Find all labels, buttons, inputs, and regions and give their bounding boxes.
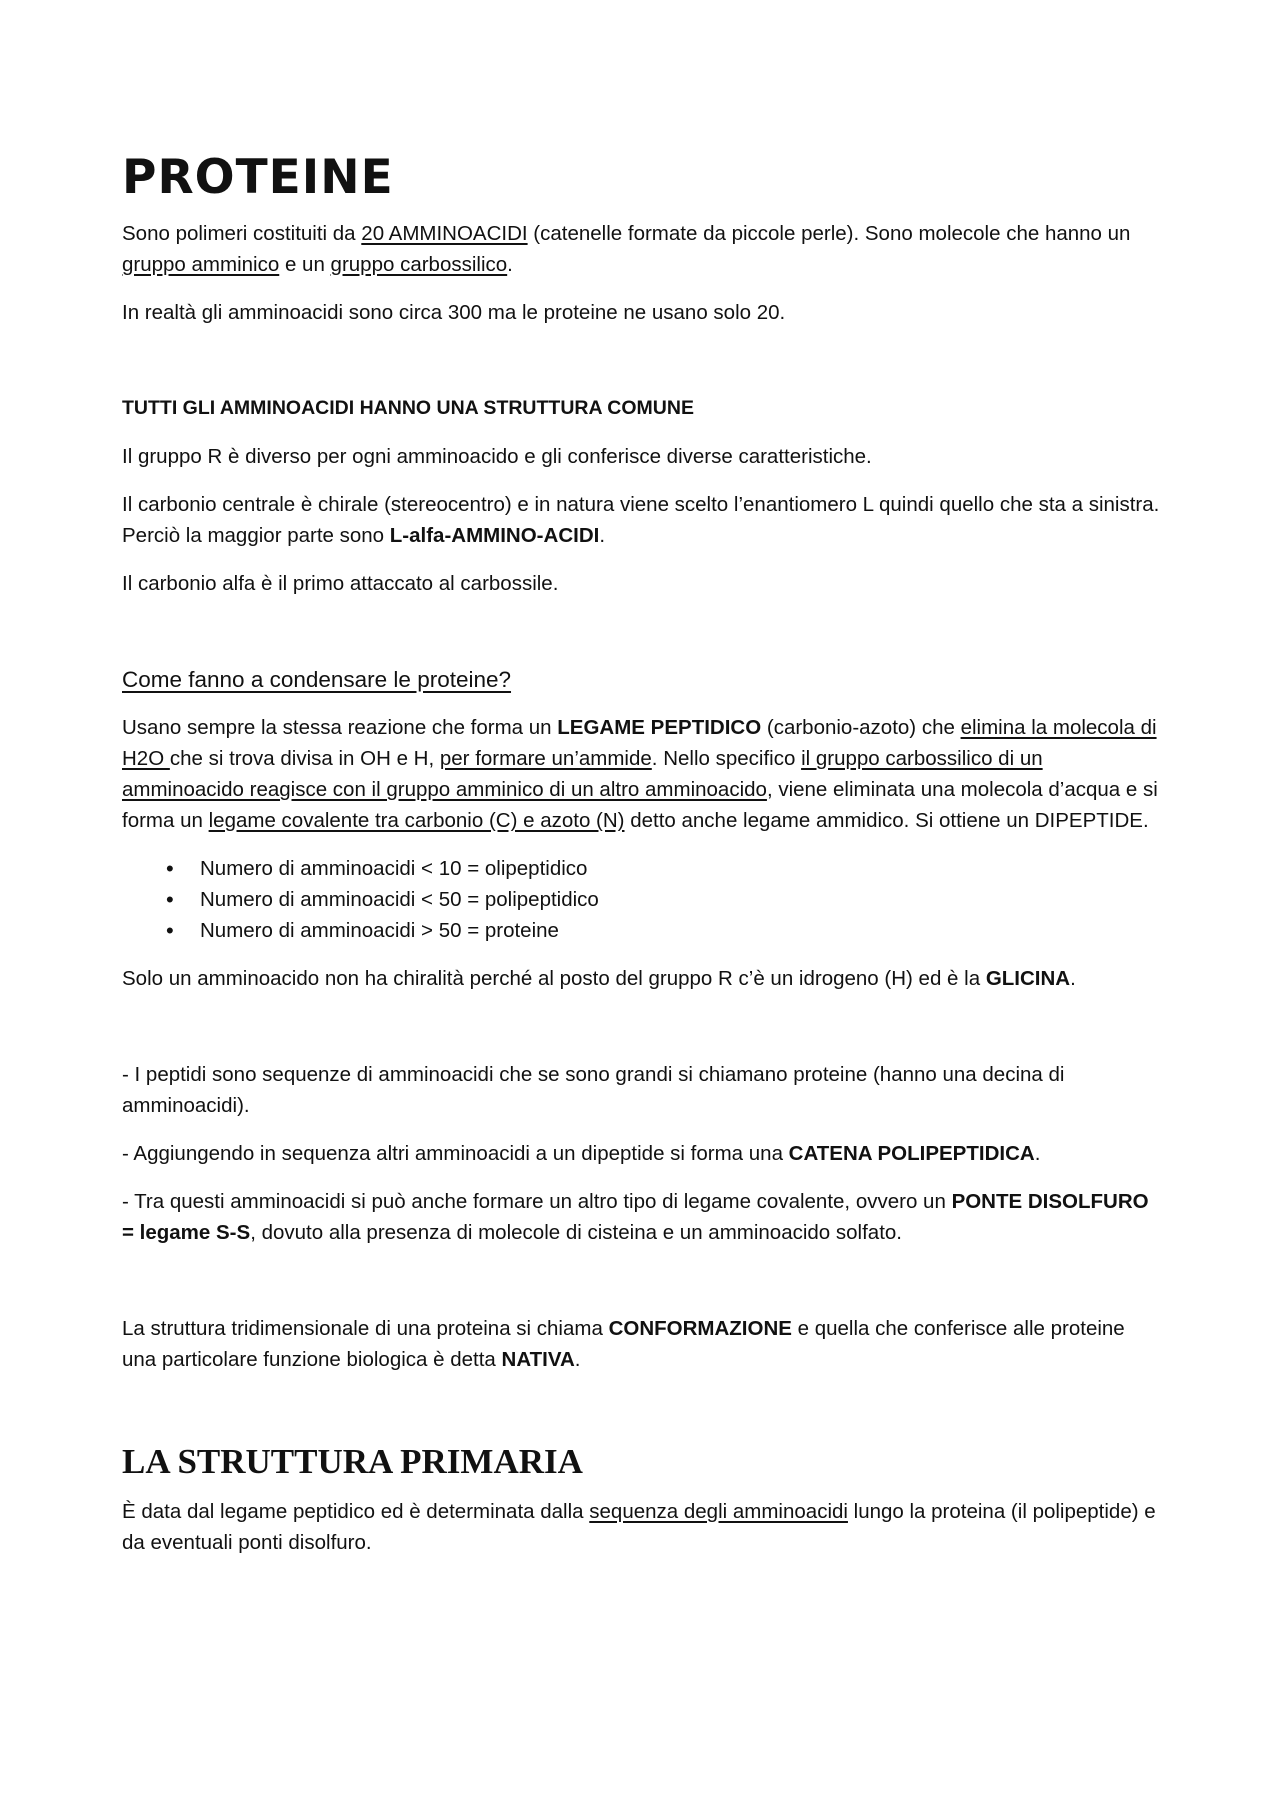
text-run: Il carbonio centrale è chirale (stereocentro) e in natura viene scelto l’enantiomero L quindi quello che sta a sinistra. Perciò la maggior parte sono: [122, 493, 1160, 547]
text-run: . Nello specifico: [651, 747, 802, 770]
text-run: .: [1070, 967, 1076, 990]
bullet-icon: •: [166, 918, 174, 943]
conformation-paragraph: [122, 1313, 1162, 1375]
spacer: [122, 345, 1162, 393]
underlined-text: elimina la molecola di H2O: [122, 716, 1157, 770]
underlined-text: per formare un’ammide: [439, 747, 652, 770]
text-run: che si trova divisa in OH e H,: [169, 747, 440, 770]
text-run: Usano sempre la stessa reazione che forma un: [122, 716, 558, 739]
underlined-text: gruppo amminico: [122, 253, 280, 276]
list-item: [122, 884, 1162, 915]
text-run: lungo la proteina (il polipeptide) e da eventuali ponti disolfuro.: [122, 1500, 1156, 1554]
list-item: [122, 853, 1162, 884]
text-run: , viene eliminata una molecola d’acqua e si forma un: [122, 778, 1158, 832]
primary-paragraph: [122, 1496, 1162, 1558]
intro-paragraph: [122, 218, 1162, 280]
text-run: e un: [279, 253, 331, 276]
text-run: .: [574, 1348, 581, 1371]
spacer: [122, 1011, 1162, 1059]
bold-text: PONTE DISOLFURO = legame S-S: [122, 1190, 1149, 1244]
structure-heading: TUTTI GLI AMMINOACIDI HANNO UNA STRUTTURA COMUNE: [122, 397, 694, 419]
bullet-list: [122, 853, 1162, 946]
text-run: Sono polimeri costituiti da: [122, 222, 362, 245]
bold-text: GLICINA: [985, 967, 1071, 990]
underlined-text: sequenza degli amminoacidi: [589, 1500, 848, 1523]
text-run: Solo un amminoacido non ha chiralità perché al posto del gruppo R c’è un idrogeno (H) ed è la: [122, 967, 986, 990]
condense-paragraph-1: [122, 712, 1162, 836]
text-run: - Tra questi amminoacidi si può anche formare un altro tipo di legame covalente, ovvero un: [122, 1190, 952, 1213]
condense-question-heading: Come fanno a condensare le proteine?: [122, 667, 512, 692]
underlined-text: il gruppo carbossilico di un amminoacido reagisce con il gruppo amminico di un altro amminoacido: [122, 747, 1043, 801]
list-item-text: Numero di amminoacidi < 10 = olipeptidico: [200, 857, 588, 880]
bold-text: CONFORMAZIONE: [608, 1317, 792, 1340]
text-run: .: [1034, 1142, 1041, 1165]
text-run: È data dal legame peptidico ed è determinata dalla: [122, 1500, 590, 1523]
text-run: La struttura tridimensionale di una proteina si chiama: [122, 1317, 609, 1340]
bold-text: CATENA POLIPEPTIDICA: [788, 1142, 1035, 1165]
text-run: .: [507, 253, 513, 276]
underlined-text: legame covalente tra carbonio (C) e azoto (N): [208, 809, 625, 832]
structure-paragraph-2: [122, 489, 1162, 551]
bold-text: LEGAME PEPTIDICO: [557, 716, 762, 739]
underlined-text: gruppo carbossilico: [330, 253, 508, 276]
bold-text: L-alfa-AMMINO-ACIDI: [389, 524, 600, 547]
page-title: PROTEINE: [122, 150, 394, 205]
text-run: e quella che conferisce alle proteine una particolare funzione biologica è detta: [122, 1317, 1125, 1371]
list-item-text: Numero di amminoacidi > 50 = proteine: [200, 919, 559, 942]
intro-paragraph-2: In realtà gli amminoacidi sono circa 300 ma le proteine ne usano solo 20.: [122, 301, 786, 324]
underlined-text: 20 AMMINOACIDI: [361, 222, 528, 245]
spacer: [122, 616, 1162, 664]
text-run: .: [599, 524, 606, 547]
peptides-paragraph-2: [122, 1138, 1162, 1169]
structure-paragraph-1: Il gruppo R è diverso per ogni amminoacido e gli conferisce diverse caratteristiche.: [122, 445, 872, 468]
text-run: (catenelle formate da piccole perle). Sono molecole che hanno un: [527, 222, 1131, 245]
peptides-paragraph-3: [122, 1186, 1162, 1248]
bullet-icon: •: [166, 856, 174, 881]
glycine-paragraph: [122, 963, 1162, 994]
spacer: [122, 1392, 1162, 1440]
text-run: detto anche legame ammidico. Si ottiene un DIPEPTIDE.: [624, 809, 1149, 832]
peptides-paragraph-1: - I peptidi sono sequenze di amminoacidi che se sono grandi si chiamano proteine (hanno una decina di amminoacidi).: [122, 1063, 1065, 1117]
document-body: [122, 150, 1162, 1575]
text-run: , dovuto alla presenza di molecole di cisteina e un amminoacido solfato.: [250, 1221, 903, 1244]
bold-text: NATIVA: [501, 1348, 575, 1371]
structure-paragraph-3: Il carbonio alfa è il primo attaccato al carbossile.: [122, 572, 559, 595]
section-heading-primary-structure: LA STRUTTURA PRIMARIA: [122, 1442, 583, 1481]
text-run: - Aggiungendo in sequenza altri amminoacidi a un dipeptide si forma una: [122, 1142, 789, 1165]
spacer: [122, 1265, 1162, 1313]
bullet-icon: •: [166, 887, 174, 912]
list-item-text: Numero di amminoacidi < 50 = polipeptidico: [200, 888, 599, 911]
text-run: (carbonio-azoto) che: [761, 716, 961, 739]
list-item: [122, 915, 1162, 946]
